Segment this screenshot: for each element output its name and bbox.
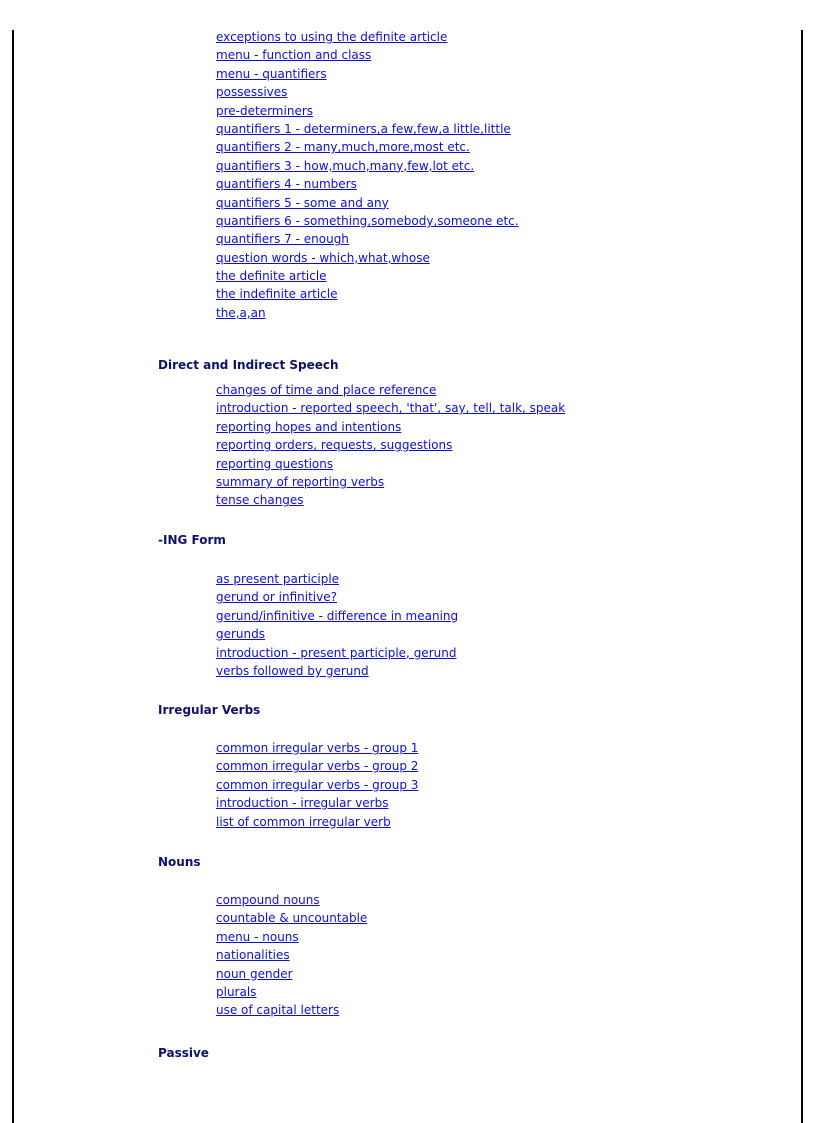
list-item: [216, 193, 519, 211]
list-item: [216, 64, 519, 82]
section-heading-nouns: Nouns: [158, 855, 201, 869]
list-item: [216, 643, 458, 661]
list-item: [216, 211, 519, 229]
link-reporting-hopes[interactable]: reporting hopes and intentions: [216, 419, 402, 434]
list-item: [216, 27, 519, 45]
list-item: [216, 624, 458, 642]
list-item: [216, 266, 519, 284]
link-introduction-irregular-verbs[interactable]: introduction - irregular verbs: [216, 796, 389, 811]
link-quantifiers-5[interactable]: quantifiers 5 - some and any: [216, 195, 389, 210]
list-item: [216, 398, 565, 416]
link-list-common-irregular[interactable]: list of common irregular verb: [216, 814, 391, 829]
list-item: [216, 1000, 367, 1018]
link-question-words[interactable]: question words - which,what,whose: [216, 250, 430, 265]
list-item: [216, 174, 519, 192]
list-item: [216, 964, 367, 982]
link-quantifiers-1[interactable]: quantifiers 1 - determiners,a few,few,a little,little: [216, 121, 511, 136]
list-item: [216, 890, 367, 908]
section-heading-passive: Passive: [158, 1046, 209, 1060]
link-summary-reporting-verbs[interactable]: summary of reporting verbs: [216, 474, 385, 489]
link-nationalities[interactable]: nationalities: [216, 948, 290, 963]
link-gerunds[interactable]: gerunds: [216, 627, 266, 642]
list-item: [216, 82, 519, 100]
list-item: [216, 945, 367, 963]
link-indefinite-article[interactable]: the indefinite article: [216, 287, 338, 302]
list-item: [216, 229, 519, 247]
link-reporting-orders[interactable]: reporting orders, requests, suggestions: [216, 438, 453, 453]
list-item: [216, 101, 519, 119]
list-item: [216, 927, 367, 945]
link-definite-article[interactable]: the definite article: [216, 269, 327, 284]
list-item: [216, 490, 565, 508]
speech-link-list: [216, 380, 565, 509]
irregular-link-list: [216, 738, 418, 830]
link-irregular-group-1[interactable]: common irregular verbs - group 1: [216, 741, 419, 755]
list-item: [216, 606, 458, 624]
list-item: [216, 435, 565, 453]
list-item: [216, 738, 418, 756]
list-item: [216, 248, 519, 266]
link-quantifiers-7[interactable]: quantifiers 7 - enough: [216, 232, 349, 247]
link-plurals[interactable]: plurals: [216, 984, 257, 999]
list-item: [216, 45, 519, 63]
nouns-link-list: [216, 890, 367, 1019]
link-menu-quantifiers[interactable]: menu - quantifiers: [216, 66, 327, 81]
section-heading-ing-form: -ING Form: [158, 533, 226, 547]
list-item: [216, 119, 519, 137]
list-item: [216, 775, 418, 793]
link-quantifiers-3[interactable]: quantifiers 3 - how,much,many,few,lot etc.: [216, 158, 475, 173]
list-item: [216, 812, 418, 830]
link-quantifiers-6[interactable]: quantifiers 6 - something,somebody,someone etc.: [216, 213, 519, 228]
link-countable-uncountable[interactable]: countable & uncountable: [216, 911, 368, 926]
link-gerund-infinitive-meaning[interactable]: gerund/infinitive - difference in meaning: [216, 608, 459, 623]
list-item: [216, 472, 565, 490]
list-item: [216, 569, 458, 587]
link-the-a-an[interactable]: the,a,an: [216, 305, 266, 320]
link-verbs-followed-by-gerund[interactable]: verbs followed by gerund: [216, 663, 369, 678]
link-reporting-questions[interactable]: reporting questions: [216, 456, 334, 471]
link-menu-nouns[interactable]: menu - nouns: [216, 929, 299, 944]
link-irregular-group-3[interactable]: common irregular verbs - group 3: [216, 777, 419, 792]
link-noun-gender[interactable]: noun gender: [216, 966, 293, 981]
list-item: [216, 380, 565, 398]
link-capital-letters[interactable]: use of capital letters: [216, 1003, 340, 1018]
link-introduction-present-participle[interactable]: introduction - present participle, gerund: [216, 645, 457, 660]
list-item: [216, 284, 519, 302]
link-possessives[interactable]: possessives: [216, 85, 288, 100]
section-heading-irregular-verbs: Irregular Verbs: [158, 703, 261, 717]
link-compound-nouns[interactable]: compound nouns: [216, 893, 320, 907]
link-menu-function-class[interactable]: menu - function and class: [216, 48, 372, 63]
list-item: [216, 661, 458, 679]
link-quantifiers-2[interactable]: quantifiers 2 - many,much,more,most etc.: [216, 140, 470, 155]
link-tense-changes[interactable]: tense changes: [216, 493, 304, 508]
list-item: [216, 156, 519, 174]
list-item: [216, 137, 519, 155]
section-heading-direct-indirect-speech: Direct and Indirect Speech: [158, 358, 339, 372]
determiners-link-list: [216, 27, 519, 321]
link-irregular-group-2[interactable]: common irregular verbs - group 2: [216, 759, 419, 774]
list-item: [216, 454, 565, 472]
list-item: [216, 587, 458, 605]
list-item: [216, 908, 367, 926]
link-pre-determiners[interactable]: pre-determiners: [216, 103, 314, 118]
link-exceptions-definite-article[interactable]: exceptions to using the definite article: [216, 30, 448, 44]
list-item: [216, 303, 519, 321]
link-present-participle[interactable]: as present participle: [216, 572, 340, 586]
list-item: [216, 417, 565, 435]
ing-link-list: [216, 569, 458, 679]
link-gerund-or-infinitive[interactable]: gerund or infinitive?: [216, 590, 337, 605]
link-changes-time-place[interactable]: changes of time and place reference: [216, 383, 437, 397]
link-quantifiers-4[interactable]: quantifiers 4 - numbers: [216, 177, 357, 192]
list-item: [216, 793, 418, 811]
link-introduction-reported-speech[interactable]: introduction - reported speech, 'that', say, tell, talk, speak: [216, 401, 566, 416]
list-item: [216, 756, 418, 774]
list-item: [216, 982, 367, 1000]
